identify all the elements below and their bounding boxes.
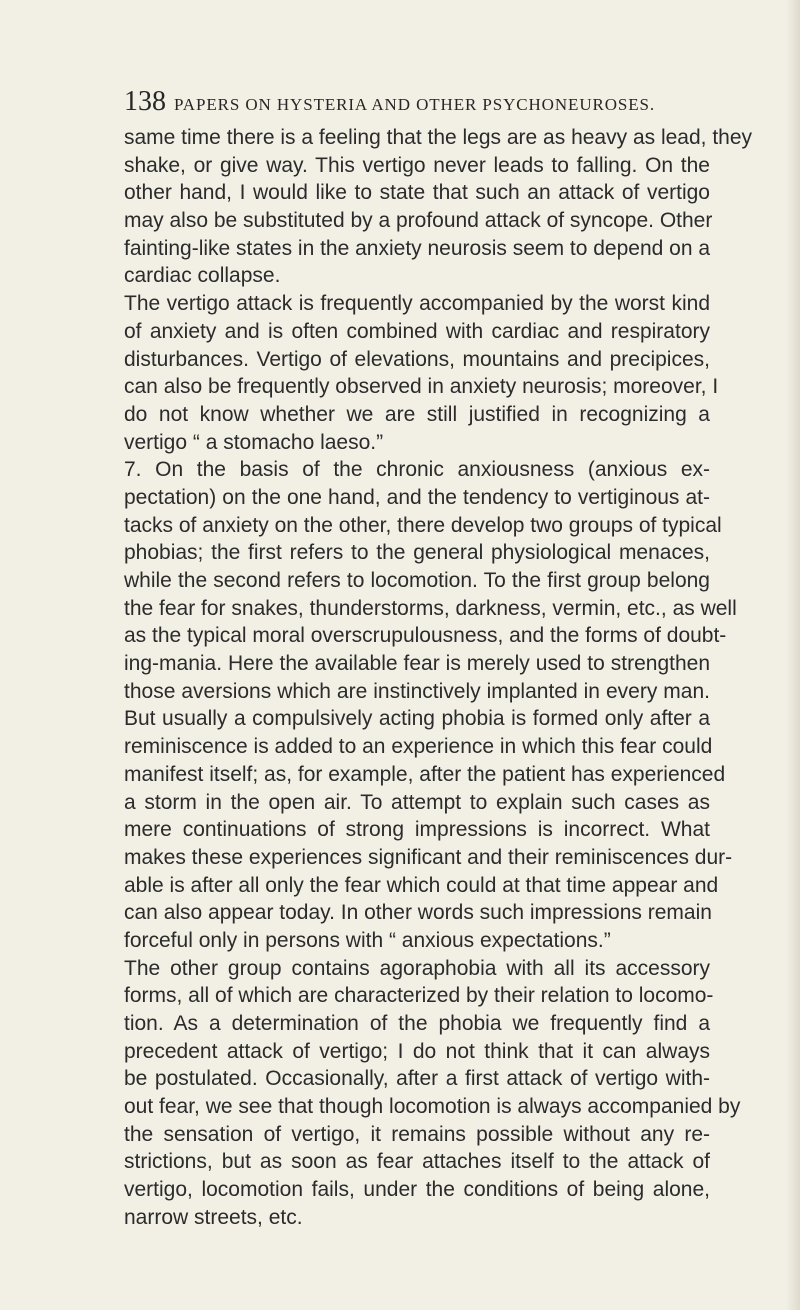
text-line: out fear, we see that though locomotion is always accompanied by [124, 1095, 741, 1119]
text-line: fainting-like states in the anxiety neurosis seem to depend on a [124, 236, 711, 260]
text-line: of anxiety and is often combined with cardiac and respiratory [124, 319, 710, 343]
text-line: cardiac collapse. [124, 264, 281, 288]
text-line: vertigo “ a stomacho laeso.” [124, 430, 384, 454]
text-line: But usually a compulsively acting phobia is formed only after a [124, 707, 710, 731]
text-line: do not know whether we are still justified in recognizing a [124, 402, 710, 426]
text-line: other hand, I would like to state that such an attack of vertigo [124, 181, 710, 205]
text-line: vertigo, locomotion fails, under the conditions of being alone, [124, 1178, 710, 1202]
text-line: narrow streets, etc. [124, 1205, 303, 1229]
text-line: The other group contains agoraphobia with all its accessory [124, 956, 710, 980]
text-line: disturbances. Vertigo of elevations, mountains and precipices, [124, 347, 710, 371]
text-line: ing-mania. Here the available fear is merely used to strengthen [124, 652, 710, 676]
text-line: shake, or give way. This vertigo never leads to falling. On the [124, 153, 710, 177]
text-line: forceful only in persons with “ anxious expectations.” [124, 928, 611, 952]
text-line: can also be frequently observed in anxiety neurosis; moreover, I [124, 375, 719, 399]
text-line: phobias; the first refers to the general physiological menaces, [124, 541, 710, 565]
running-title: PAPERS ON HYSTERIA AND OTHER PSYCHONEUROSES. [174, 95, 656, 114]
text-line: a storm in the open air. To attempt to explain such cases as [124, 790, 710, 814]
text-line: The vertigo attack is frequently accompanied by the worst kind [124, 292, 710, 316]
running-header [124, 86, 704, 118]
text-line: mere continuations of strong impressions is incorrect. What [124, 818, 710, 842]
text-line: 7. On the basis of the chronic anxiousness (anxious ex- [124, 458, 710, 482]
text-line: the fear for snakes, thunderstorms, darkness, vermin, etc., as well [124, 596, 737, 620]
text-line: can also appear today. In other words such impressions remain [124, 901, 712, 925]
text-line: reminiscence is added to an experience in which this fear could [124, 735, 713, 759]
text-line: able is after all only the fear which could at that time appear and [124, 873, 719, 897]
text-line: manifest itself; as, for example, after the patient has experienced [124, 762, 726, 786]
text-line: those aversions which are instinctively implanted in every man. [124, 679, 710, 703]
text-line: strictions, but as soon as fear attaches itself to the attack of [124, 1150, 710, 1174]
text-line: forms, all of which are characterized by their relation to locomo- [124, 984, 714, 1008]
text-line: pectation) on the one hand, and the tendency to vertiginous at- [124, 485, 710, 509]
body-text [124, 124, 753, 1232]
page-edge-shadow [786, 0, 800, 1310]
text-line: same time there is a feeling that the legs are as heavy as lead, they [124, 126, 753, 149]
page-number: 138 [124, 86, 166, 117]
text-line: tion. As a determination of the phobia we frequently find a [124, 1012, 710, 1035]
text-line: may also be substituted by a profound attack of syncope. Other [124, 209, 713, 233]
text-line: be postulated. Occasionally, after a first attack of vertigo with- [124, 1067, 710, 1091]
text-line: tacks of anxiety on the other, there develop two groups of typical [124, 513, 722, 537]
text-line: the sensation of vertigo, it remains possible without any re- [124, 1122, 710, 1146]
text-line: while the second refers to locomotion. To the first group belong [124, 569, 710, 592]
text-line: makes these experiences significant and their reminiscences dur- [124, 845, 733, 869]
text-line: precedent attack of vertigo; I do not think that it can always [124, 1039, 710, 1063]
text-line: as the typical moral overscrupulousness, and the forms of doubt- [124, 624, 727, 648]
